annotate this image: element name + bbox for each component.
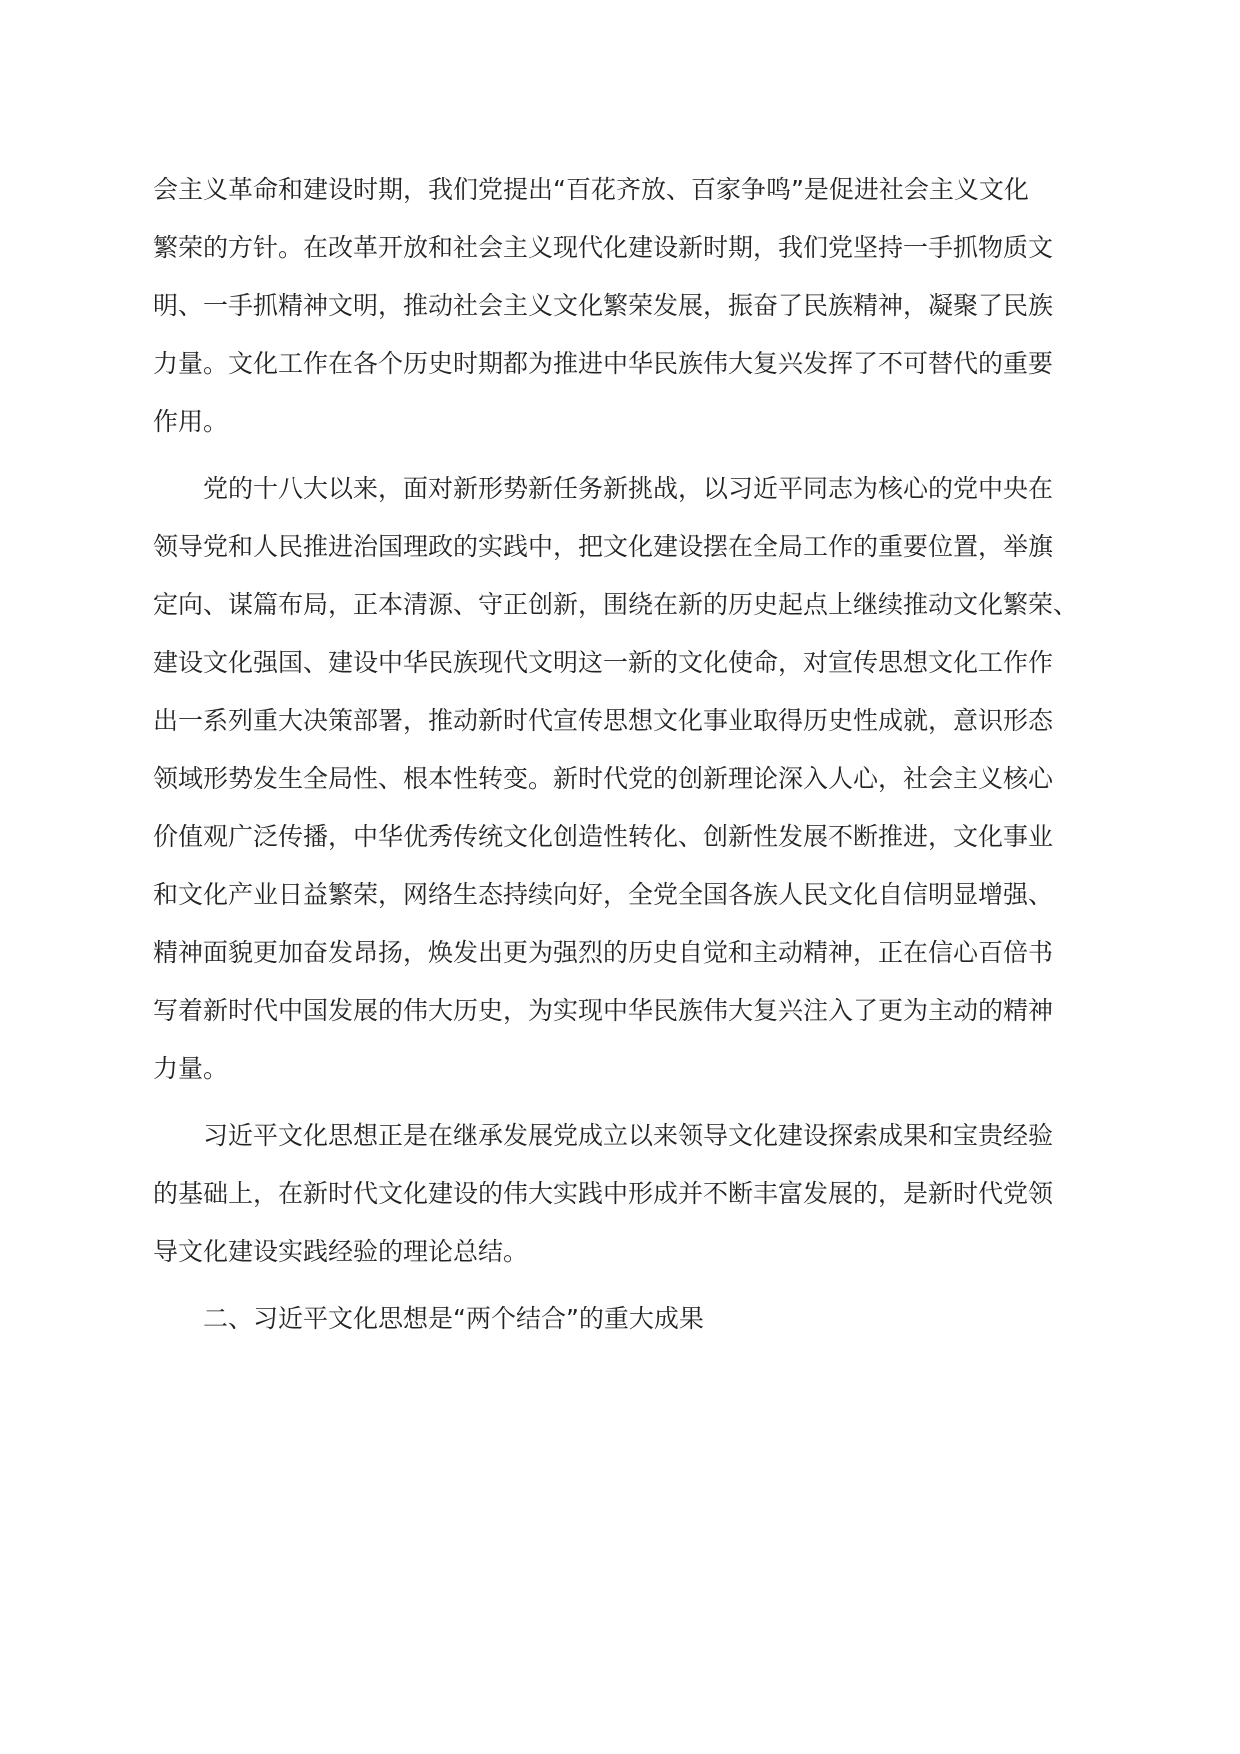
text-line: 建设文化强国、建设中华民族现代文明这一新的文化使命，对宣传思想文化工作作 (153, 648, 1054, 677)
text-line: 明、一手抓精神文明，推动社会主义文化繁荣发展，振奋了民族精神，凝聚了民族 (153, 291, 1054, 320)
text-line: 精神面貌更加奋发昂扬，焕发出更为强烈的历史自觉和主动精神，正在信心百倍书 (153, 938, 1054, 967)
text-line: 力量。 (153, 1054, 229, 1083)
text-line: 力量。文化工作在各个历史时期都为推进中华民族伟大复兴发挥了不可替代的重要 (153, 349, 1054, 378)
text-line: 习近平文化思想正是在继承发展党成立以来领导文化建设探索成果和宝贵经验 (153, 1121, 1054, 1150)
text-line: 导文化建设实践经验的理论总结。 (153, 1237, 529, 1266)
text-line: 价值观广泛传播，中华优秀传统文化创造性转化、创新性发展不断推进，文化事业 (153, 822, 1054, 851)
text-line: 定向、谋篇布局，正本清源、守正创新，围绕在新的历史起点上继续推动文化繁荣、 (153, 590, 1079, 619)
text-line: 党的十八大以来，面对新形势新任务新挑战，以习近平同志为核心的党中央在 (153, 474, 1054, 503)
text-line: 繁荣的方针。在改革开放和社会主义现代化建设新时期，我们党坚持一手抓物质文 (153, 233, 1054, 262)
text-line: 领域形势发生全局性、根本性转变。新时代党的创新理论深入人心，社会主义核心 (153, 764, 1054, 793)
text-line: 领导党和人民推进治国理政的实践中，把文化建设摆在全局工作的重要位置，举旗 (153, 532, 1054, 561)
text-line: 和文化产业日益繁荣，网络生态持续向好，全党全国各族人民文化自信明显增强、 (153, 880, 1054, 909)
text-line: 的基础上，在新时代文化建设的伟大实践中形成并不断丰富发展的，是新时代党领 (153, 1179, 1054, 1208)
text-line: 出一系列重大决策部署，推动新时代宣传思想文化事业取得历史性成就，意识形态 (153, 706, 1054, 735)
text-line: 会主义革命和建设时期，我们党提出“百花齐放、百家争鸣”是促进社会主义文化 (153, 175, 1029, 204)
text-line: 写着新时代中国发展的伟大历史，为实现中华民族伟大复兴注入了更为主动的精神 (153, 996, 1054, 1025)
section-heading: 二、习近平文化思想是“两个结合”的重大成果 (153, 1304, 704, 1333)
text-line: 作用。 (153, 407, 229, 436)
